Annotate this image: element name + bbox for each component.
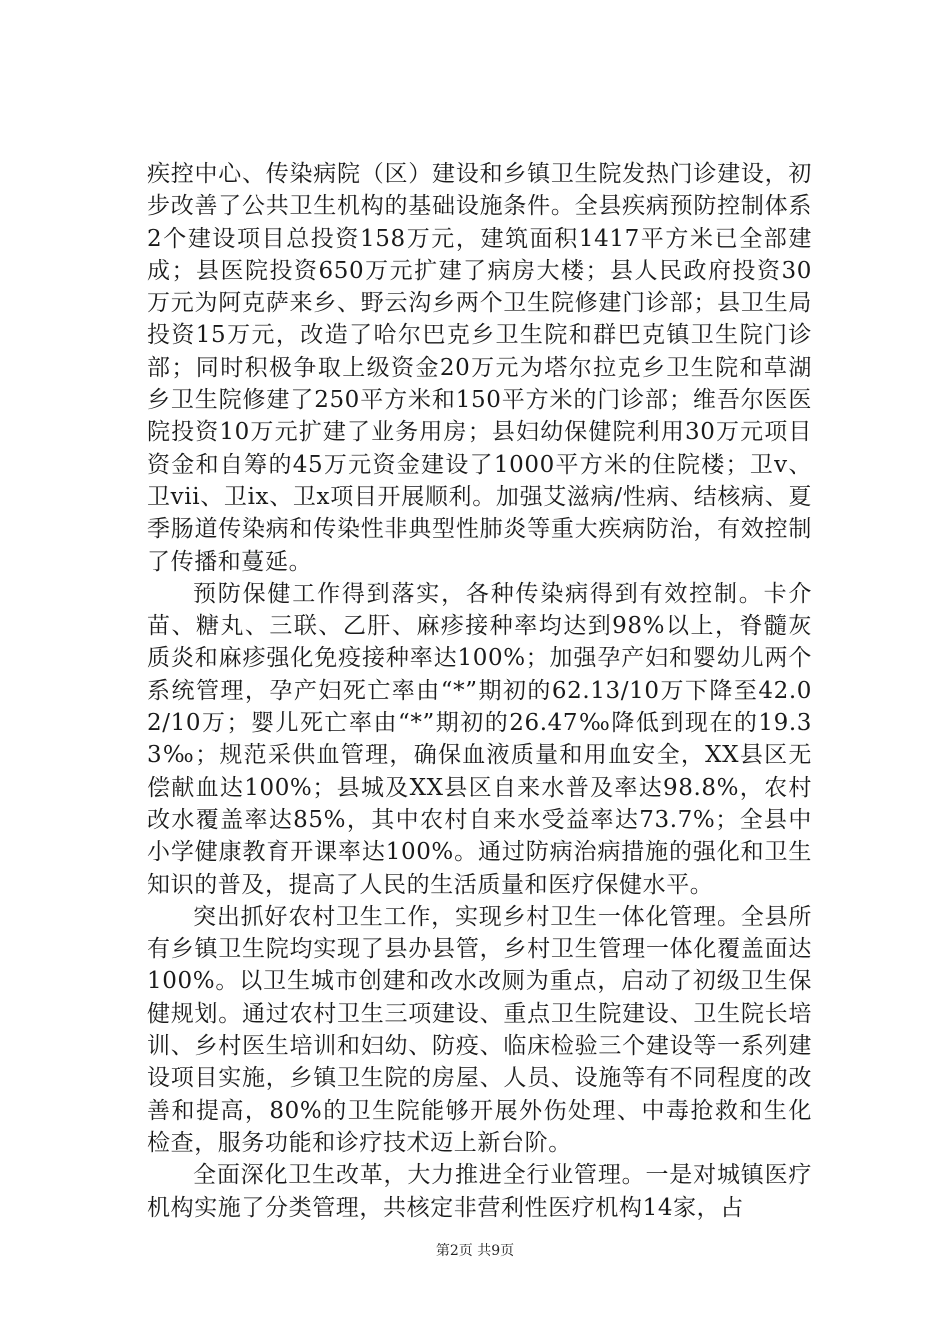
paragraph-preventive-care: 预防保健工作得到落实，各种传染病得到有效控制。卡介苗、糖丸、三联、乙肝、麻疹接种率均达到98%以上，脊髓灰质炎和麻疹强化免疫接种率达100%；加强孕产妇和婴幼儿两个系统管理，孕产妇死亡率由“*”期初的62.13/10万下降至42.02/10万；婴儿死亡率由“*”期初的26.47‰降低到现在的19.33‰；规范采供血管理，确保血液质量和用血安全，XX县区无偿献血达100%；县城及XX县区自来水普及率达98.8%，农村改水覆盖率达85%，其中农村自来水受益率达73.7%；全县中小学健康教育开课率达100%。通过防病治病措施的强化和卫生知识的普及，提高了人民的生活质量和医疗保健水平。 <box>147 580 812 898</box>
paragraph-health-reform: 全面深化卫生改革，大力推进全行业管理。一是对城镇医疗机构实施了分类管理，共核定非营利性医疗机构14家，占 <box>147 1162 812 1221</box>
paragraph-infrastructure: 疾控中心、传染病院（区）建设和乡镇卫生院发热门诊建设，初步改善了公共卫生机构的基础设施条件。全县疾病预防控制体系2个建设项目总投资158万元，建筑面积1417平方米已全部建成；县医院投资650万元扩建了病房大楼；县人民政府投资30万元为阿克萨来乡、野云沟乡两个卫生院修建门诊部；县卫生局投资15万元，改造了哈尔巴克乡卫生院和群巴克镇卫生院门诊部；同时积极争取上级资金20万元为塔尔拉克乡卫生院和草湖乡卫生院修建了250平方米和150平方米的门诊部；维吾尔医医院投资10万元扩建了业务用房；县妇幼保健院利用30万元项目资金和自筹的45万元资金建设了1000平方米的住院楼；卫v、卫vii、卫ix、卫x项目开展顺利。加强艾滋病/性病、结核病、夏季肠道传染病和传染性非典型性肺炎等重大疾病防治，有效控制了传播和蔓延。 <box>147 161 812 575</box>
paragraph-rural-health: 突出抓好农村卫生工作，实现乡村卫生一体化管理。全县所有乡镇卫生院均实现了县办县管，乡村卫生管理一体化覆盖面达100%。以卫生城市创建和改水改厕为重点，启动了初级卫生保健规划。通过农村卫生三项建设、重点卫生院建设、卫生院长培训、乡村医生培训和妇幼、防疫、临床检验三个建设等一系列建设项目实施，乡镇卫生院的房屋、人员、设施等有不同程度的改善和提高，80%的卫生院能够开展外伤处理、中毒抢救和生化检查，服务功能和诊疗技术迈上新台阶。 <box>147 903 812 1156</box>
document-body <box>147 158 812 1224</box>
page-number-footer: 第2页 共9页 <box>435 1243 515 1259</box>
